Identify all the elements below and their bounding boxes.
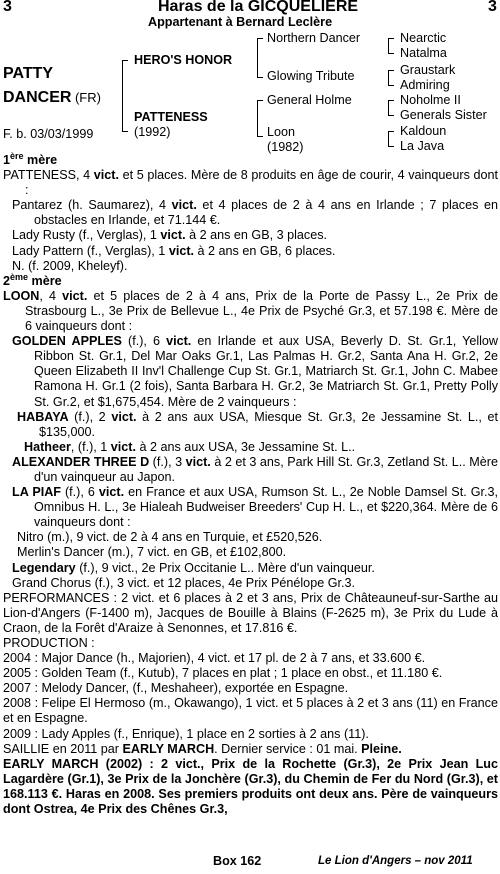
produce-la-piaf: LA PIAF (f.), 6 vict. en France et aux USA, Rumson St. L., 2e Noble Damsel St. Gr.3, Omnibus H. L., 3e Hialeah Budweiser Breeders' Cup H. L., et $220,364. Mère de 6 vainqueurs dont :: [12, 485, 498, 530]
dam-year: (1992): [134, 125, 171, 139]
bracket-sire-dam: [122, 60, 128, 132]
bracket-g3-3: [388, 100, 394, 116]
produce-hatheer: Hatheer, (f.), 1 vict. à 2 ans aux USA, 3e Jessamine St. L..: [24, 439, 356, 454]
first-dam-intro: PATTENESS, 4 vict. et 5 places. Mère de 8 produits en âge de courir, 4 vainqueurs dont :: [3, 168, 499, 198]
production-heading: PRODUCTION :: [3, 636, 95, 650]
gen3-8: La Java: [400, 139, 445, 153]
dam-dam-year: (1982): [267, 140, 304, 154]
bracket-dam-parents: [257, 100, 263, 137]
gen3-5: Noholme II: [400, 93, 461, 107]
page-title: Haras de la GICQUELIERE: [158, 0, 359, 15]
second-dam-loon: LOON, 4 vict. et 5 places de 2 à 4 ans, Prix de la Porte de Passy L., 2e Prix de Strasbourg L., 3e Prix de Bellevue L., 4e Prix de Psyché Gr.3, et 57.198 €. Mère de 6 vainqueurs dont :: [3, 288, 498, 334]
section-first-dam: 1ère mère: [3, 150, 58, 167]
lot-number-right: 3: [488, 0, 497, 15]
box-number: Box 162: [213, 854, 262, 868]
bracket-g3-2: [388, 70, 394, 86]
gen3-7: Kaldoun: [400, 124, 447, 138]
dam-dam: Loon: [267, 125, 296, 139]
gen3-3: Graustark: [400, 63, 456, 77]
bracket-g3-4: [388, 131, 394, 147]
produce-pantarez: Pantarez (h. Saumarez), 4 vict. et 4 places de 2 à 4 ans en Irlande ; 7 places en obstacles en Irlande, et 71.144 €.: [12, 198, 498, 228]
production-2005: 2005 : Golden Team (f., Kutub), 7 places en plat ; 1 place en obst., et 11.180 €.: [3, 666, 443, 681]
produce-merlins-dancer: Merlin's Dancer (m.), 7 vict. en GB, et £102,800.: [17, 545, 287, 560]
horse-name-line2: DANCER (FR): [3, 89, 101, 106]
produce-grand-chorus: Grand Chorus (f.), 3 vict. et 12 places, 4e Prix Pénélope Gr.3.: [12, 575, 355, 590]
produce-habaya: HABAYA (f.), 2 vict. à 2 ans aux USA, Miesque St. Gr.3, 2e Jessamine St. L., et $135,000.: [17, 409, 498, 439]
produce-n-2009: N. (f. 2009, Kheleyf).: [12, 258, 128, 273]
performances: PERFORMANCES : 2 vict. et 6 places à 2 et 3 ans, Prix de Châteauneuf-sur-Sarthe au Lion-d'Angers (F-1400 m), Jacques de Bouille à Blains (F-2625 m), 3e Prix du Lude à Craon, de la Forêt d'Araize à Senonnes, et 17.816 €.: [3, 590, 498, 635]
owner-line: Appartenant à Bernard Leclère: [148, 15, 333, 29]
section-second-dam: 2ème mère: [3, 271, 62, 288]
horse-name-line1: PATTY: [3, 65, 54, 82]
produce-lady-pattern: Lady Pattern (f., Verglas), 1 vict. à 2 ans en GB, 6 places.: [12, 243, 336, 258]
production-2009: 2009 : Lady Apples (f., Enrique), 1 place en 2 sorties à 2 ans (11).: [3, 726, 369, 741]
gen3-2: Natalma: [400, 46, 447, 60]
produce-golden-apples: GOLDEN APPLES (f.), 6 vict. en Irlande et aux USA, Beverly D. St. Gr.1, Yellow Ribbon St. Gr.1, Del Mar Oaks Gr.1, Las Palmas H. Gr.2, Santa Ana H. Gr.2, 2e Queen Elizabeth II Inv'l Challenge Cup St. Gr.1, Matriarch St. Gr.1, John C. Mabee Ramona H. Gr.1 (2 fois), Santa Barbara H. Gr.2, 3e Matriarch St. Gr.1, Pretty Polly St. Gr.2, et $1,675,454. Mère de 2 vainqueurs :: [12, 334, 499, 409]
sire-dam: Glowing Tribute: [267, 69, 355, 83]
gen3-4: Admiring: [400, 78, 450, 92]
produce-alexander-three-d: ALEXANDER THREE D (f.), 3 vict. à 2 et 3 ans, Park Hill St. Gr.3, Zetland St. L.. Mère d'un vainqueur au Japon.: [12, 454, 498, 484]
early-march-record: EARLY MARCH (2002) : 2 vict., Prix de la Rochette (Gr.3), 2e Prix Jean Luc Lagardère (Gr.1), 3e Prix de la Jonchère (Gr.3), du Chemin de Fer du Nord (Gr.3), et 168.113 €. Haras en 2008. Ses premiers produits ont deux ans. Père de vainqueurs dont Ostrea, 4e Prix des Chênes Gr.3,: [3, 756, 498, 817]
produce-nitro: Nitro (m.), 9 vict. de 2 à 4 ans en Turquie, et £520,526.: [17, 530, 323, 545]
produce-lady-rusty: Lady Rusty (f., Verglas), 1 vict. à 2 ans en GB, 3 places.: [12, 228, 328, 243]
bracket-sire-parents: [257, 38, 263, 78]
production-2007: 2007 : Melody Dancer, (f., Meshaheer), exportée en Espagne.: [3, 681, 349, 696]
dam-name: PATTENESS: [134, 110, 208, 124]
production-2004: 2004 : Major Dance (h., Majorien), 4 vict. et 17 pl. de 2 à 7 ans, et 33.600 €.: [3, 651, 426, 666]
saillie: SAILLIE en 2011 par EARLY MARCH. Dernier service : 01 mai. Pleine.: [3, 741, 402, 756]
dam-sire: General Holme: [267, 93, 352, 107]
sire-name: HERO'S HONOR: [134, 53, 233, 67]
produce-legendary: Legendary (f.), 9 vict., 2e Prix Occitanie L.. Mère d'un vainqueur.: [12, 560, 375, 575]
production-2008: 2008 : Felipe El Hermoso (m., Okawango), 1 vict. et 5 places à 2 et 3 ans (11) en France et en Espagne.: [3, 696, 498, 726]
bracket-g3-1: [388, 38, 394, 54]
sire-sire: Northern Dancer: [267, 31, 361, 45]
lot-number-left: 3: [3, 0, 12, 15]
catalogue-body: [3, 150, 499, 817]
gen3-6: Generals Sister: [400, 108, 487, 122]
sale-location: Le Lion d'Angers – nov 2011: [318, 855, 473, 867]
gen3-1: Nearctic: [400, 31, 447, 45]
birth-info: F. b. 03/03/1999: [3, 127, 94, 141]
